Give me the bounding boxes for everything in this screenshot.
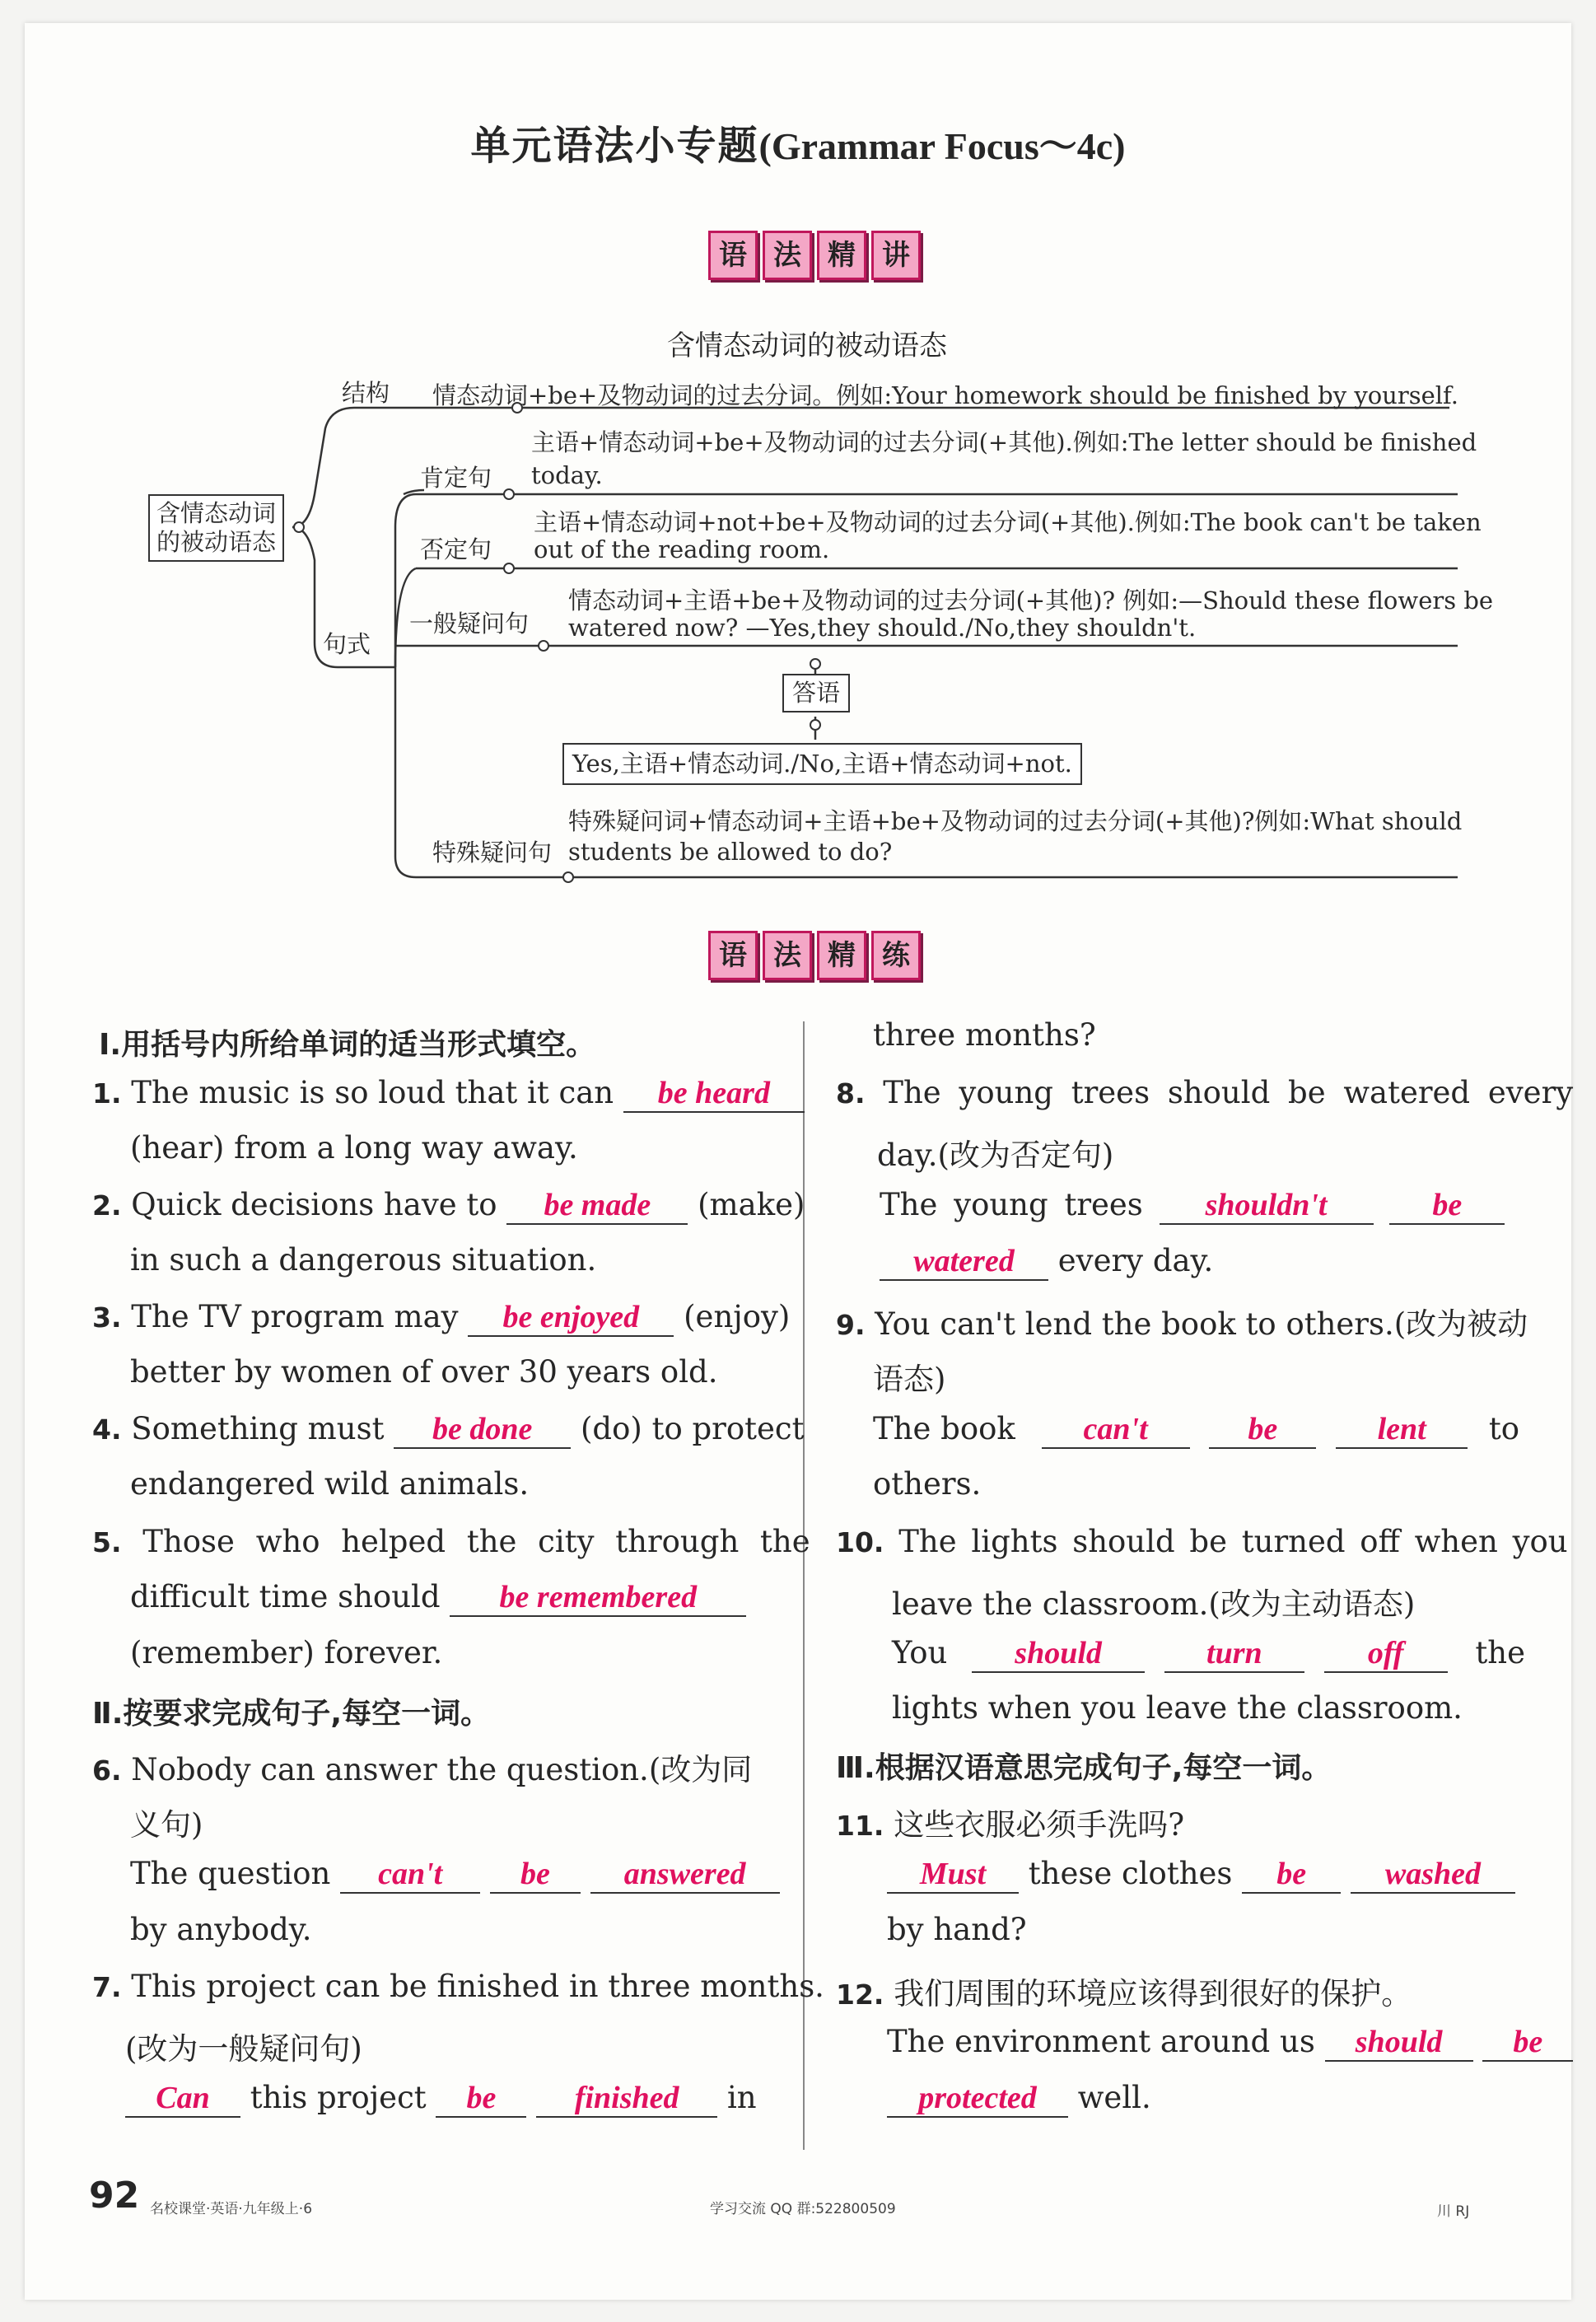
answer-blank[interactable]: be remembered (450, 1581, 746, 1617)
question-5-cont: (remember) forever. (130, 1635, 443, 1670)
answer-blank[interactable]: shouldn't (1160, 1189, 1374, 1225)
banner-char: 讲 (871, 231, 921, 280)
question-10-line3 (892, 1635, 1525, 1673)
question-1-cont: (hear) from a long way away. (130, 1130, 578, 1166)
banner-char: 法 (763, 931, 812, 980)
page-number: 92 (89, 2175, 140, 2217)
answer-blank[interactable]: protected (887, 2081, 1068, 2118)
q-num: 1. (92, 1077, 122, 1110)
question-11 (836, 1800, 1184, 1844)
special-q-text-2: students be allowed to do? (568, 838, 893, 866)
q-text: 我们周围的环境应该得到很好的保护。 (894, 1976, 1412, 2011)
question-6-line3 (130, 1856, 780, 1894)
negative-text-2: out of the reading room. (534, 535, 830, 563)
answer-blank[interactable]: off (1324, 1637, 1448, 1673)
q-num: 4. (92, 1413, 122, 1446)
answer-blank[interactable]: Must (887, 1857, 1019, 1894)
answer-blank[interactable]: answered (590, 1857, 780, 1894)
question-10-cont: lights when you leave the classroom. (892, 1690, 1463, 1726)
root-line: 的被动语态 (156, 527, 277, 556)
q-hint: (make) (698, 1187, 805, 1222)
question-8-line4 (880, 1243, 1213, 1281)
title-en: (Grammar Focus～4c) (758, 125, 1126, 167)
answer-blank[interactable]: be (1482, 2025, 1573, 2062)
answer-blank[interactable]: be (490, 1857, 581, 1894)
sentence-label: 句式 (323, 630, 371, 658)
q-text: difficult time should (130, 1579, 441, 1614)
banner-char: 语 (708, 931, 758, 980)
negative-label: 否定句 (420, 535, 492, 563)
q-text: 这些衣服必须手洗吗? (894, 1807, 1185, 1843)
section-1-heading: Ⅰ.用括号内所给单词的适当形式填空。 (99, 1028, 596, 1062)
q-text: You can't lend the book to others.(改为被动 (875, 1306, 1528, 1342)
question-7-cont: three months? (873, 1017, 1096, 1053)
question-1 (92, 1075, 805, 1113)
q-text: Something must (131, 1411, 385, 1446)
q-text: The TV program may (131, 1299, 459, 1334)
question-4-cont: endangered wild animals. (130, 1466, 530, 1502)
banner-char: 精 (817, 231, 866, 280)
banner-char: 精 (817, 931, 866, 980)
question-6-line2: 义句) (130, 1807, 203, 1843)
q-text: The book (873, 1411, 1015, 1446)
answer-blank[interactable]: washed (1351, 1857, 1515, 1894)
footer-book: 名校课堂·英语·九年级上·6 (150, 2201, 313, 2217)
general-q-text-2: watered now? —Yes,they should./No,they shouldn't. (568, 614, 1197, 642)
q-text: This project can be finished in three months. (131, 1969, 824, 2004)
answer-blank[interactable]: finished (536, 2081, 717, 2118)
question-10-line2: leave the classroom.(改为主动语态) (892, 1586, 1416, 1622)
special-q-label: 特殊疑问句 (432, 839, 553, 867)
answer-blank[interactable]: be (1209, 1413, 1316, 1449)
banner-char: 语 (708, 231, 758, 280)
question-12 (836, 1969, 1412, 2013)
section-2-heading: Ⅱ.按要求完成句子,每空一词。 (92, 1697, 491, 1731)
answer-blank[interactable]: be done (394, 1413, 571, 1449)
question-12-line3 (887, 2080, 1151, 2118)
general-q-label: 一般疑问句 (409, 610, 530, 638)
mindmap-title: 含情态动词的被动语态 (667, 329, 947, 362)
answer-blank[interactable]: watered (880, 1245, 1048, 1281)
q-num: 7. (92, 1971, 122, 2003)
banner-grammar-practice (708, 931, 921, 980)
q-text: in (726, 2080, 757, 2115)
affirmative-text-1: 主语+情态动词+be+及物动词的过去分词(+其他).例如:The letter should be finished (531, 428, 1477, 456)
q-num: 11. (836, 1810, 884, 1842)
q-text: every day. (1057, 1243, 1214, 1278)
question-3 (92, 1299, 790, 1337)
answer-blank[interactable]: be (1242, 1857, 1341, 1894)
negative-text-1: 主语+情态动词+not+be+及物动词的过去分词(+其他).例如:The book can't be taken (534, 508, 1482, 536)
q-text: You (892, 1635, 948, 1670)
answer-blank[interactable]: turn (1164, 1637, 1304, 1673)
q-text: Quick decisions have to (131, 1187, 497, 1222)
affirmative-text-2: today. (531, 461, 603, 489)
question-11-line2 (887, 1856, 1515, 1894)
structure-label: 结构 (342, 379, 390, 407)
question-2 (92, 1187, 805, 1225)
special-q-text-1: 特殊疑问词+情态动词+主语+be+及物动词的过去分词(+其他)?例如:What should (568, 807, 1463, 835)
banner-char: 法 (763, 231, 812, 280)
answer-blank[interactable]: be enjoyed (468, 1301, 674, 1337)
q-text: these clothes (1028, 1856, 1233, 1891)
question-9-cont: others. (873, 1466, 982, 1502)
q-text: The young trees (880, 1187, 1143, 1222)
question-8-line2: day.(改为否定句) (877, 1138, 1114, 1173)
q-text: Nobody can answer the question.(改为同 (131, 1752, 753, 1787)
answer-blank[interactable]: be (1389, 1189, 1505, 1225)
q-num: 12. (836, 1979, 884, 2011)
q-text: well. (1077, 2080, 1151, 2115)
question-4 (92, 1411, 805, 1449)
section-3-heading: Ⅲ.根据汉语意思完成句子,每空一词。 (836, 1751, 1332, 1785)
q-text: The music is so loud that it can (131, 1075, 614, 1110)
footer-qq: 学习交流 QQ 群:522800509 (710, 2201, 896, 2217)
question-8 (836, 1075, 1573, 1110)
question-8-line3 (880, 1187, 1505, 1225)
mindmap-root (148, 494, 284, 562)
question-11-cont: by hand? (887, 1912, 1027, 1947)
q-text: Those who helped the city through the (142, 1524, 810, 1559)
question-3-cont: better by women of over 30 years old. (130, 1354, 718, 1390)
question-9 (836, 1299, 1528, 1343)
question-5 (92, 1524, 810, 1559)
question-7-line3 (125, 2080, 757, 2118)
question-6-cont: by anybody. (130, 1912, 312, 1947)
q-num: 6. (92, 1754, 122, 1787)
answer-blank[interactable]: lent (1336, 1413, 1468, 1449)
answer-blank[interactable]: be made (506, 1189, 688, 1225)
q-num: 10. (836, 1526, 884, 1558)
answer-blank[interactable]: Can (125, 2081, 240, 2118)
answer-blank[interactable]: can't (1042, 1413, 1190, 1449)
question-5-line2 (130, 1579, 746, 1617)
q-text: to (1488, 1411, 1520, 1446)
question-9-line3 (873, 1411, 1519, 1449)
answer-blank[interactable]: be (436, 2081, 526, 2118)
q-num: 8. (836, 1077, 866, 1110)
answer-blank[interactable]: should (972, 1637, 1145, 1673)
q-num: 5. (92, 1526, 122, 1558)
answer-blank[interactable]: should (1325, 2025, 1473, 2062)
answer-blank[interactable]: can't (340, 1857, 480, 1894)
answer-blank[interactable]: be heard (623, 1077, 805, 1113)
q-num: 2. (92, 1189, 122, 1222)
general-q-text-1: 情态动词+主语+be+及物动词的过去分词(+其他)? 例如:—Should these flowers be (568, 586, 1494, 614)
question-6 (92, 1745, 752, 1789)
q-text: this project (250, 2080, 427, 2115)
q-num: 3. (92, 1301, 122, 1334)
structure-text: 情态动词+be+及物动词的过去分词。例如:Your homework should be finished by yourself. (432, 381, 1458, 409)
answer-text: Yes,主语+情态动词./No,主语+情态动词+not. (562, 743, 1082, 785)
q-text: The environment around us (887, 2024, 1315, 2059)
q-text: The lights should be turned off when you (898, 1524, 1568, 1559)
q-text: The young trees should be watered every (883, 1075, 1574, 1110)
title-cn: 单元语法小专题 (470, 123, 759, 169)
question-10 (836, 1524, 1568, 1559)
q-text: the (1475, 1635, 1525, 1670)
banner-char: 练 (871, 931, 921, 980)
q-hint: (do) to protect (580, 1411, 805, 1446)
answer-label: 答语 (782, 674, 850, 712)
question-9-line2: 语态) (873, 1362, 946, 1397)
question-7-line2: (改为一般疑问句) (125, 2031, 362, 2067)
question-2-cont: in such a dangerous situation. (130, 1242, 597, 1278)
affirmative-label: 肯定句 (420, 464, 492, 492)
footer-edition: 川 RJ (1437, 2203, 1470, 2220)
root-line: 含情态动词 (156, 499, 277, 527)
question-12-line2 (887, 2024, 1573, 2062)
question-7 (92, 1969, 824, 2004)
q-num: 9. (836, 1309, 866, 1341)
q-text: The question (130, 1856, 331, 1891)
q-hint: (enjoy) (684, 1299, 791, 1334)
